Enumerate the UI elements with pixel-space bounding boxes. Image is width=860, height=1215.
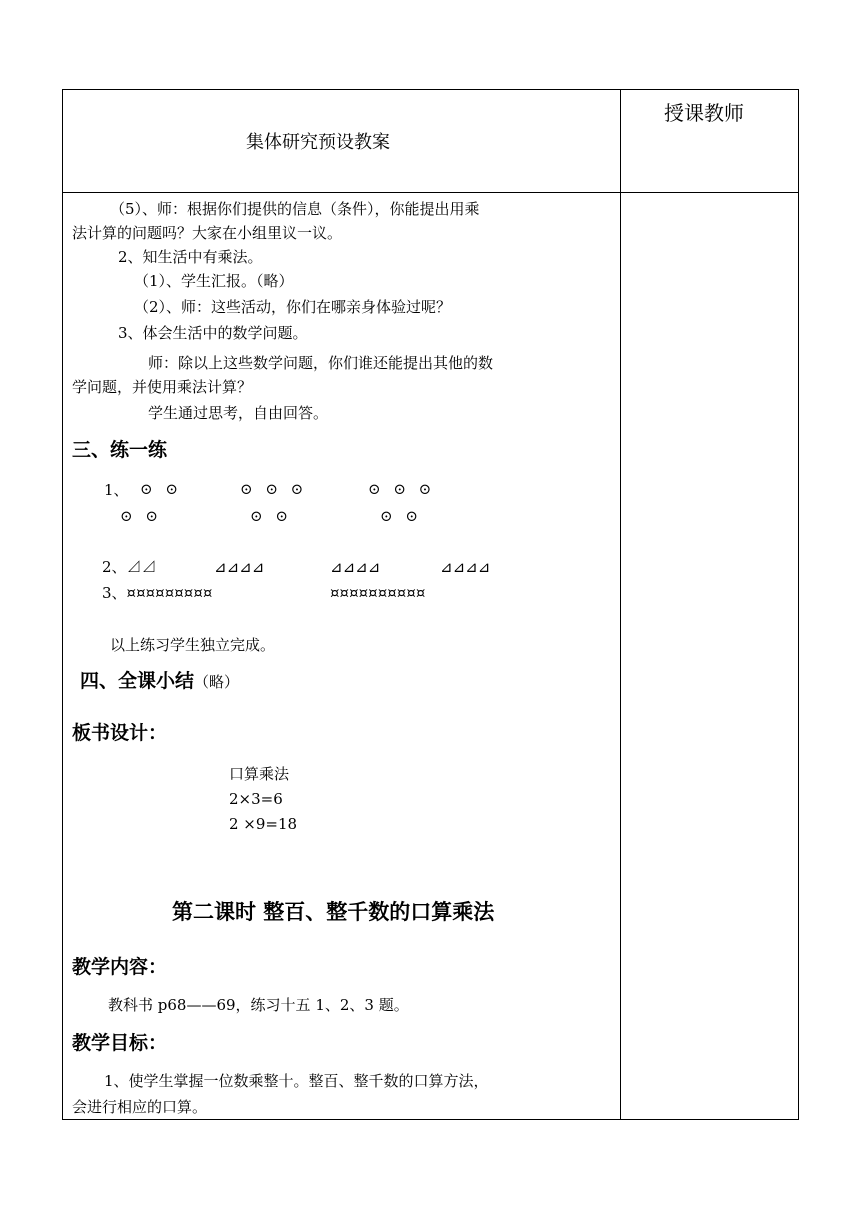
header-title: 集体研究预设教案 (246, 132, 390, 153)
teacher-label: 授课教师 (664, 101, 744, 125)
section-heading: 三、练一练 (72, 439, 168, 461)
paragraph-line: 法计算的问题吗？大家在小组里议一议。 (72, 224, 343, 242)
exercise-symbols: ⊙ ⊙ ⊙ (240, 480, 308, 498)
section-heading: 四、全课小结 (80, 670, 195, 692)
paragraph-line: 学生通过思考，自由回答。 (148, 404, 329, 422)
exercise-label: 1、 (104, 481, 129, 499)
paragraph-line: 1、使学生掌握一位数乘整十。整百、整千数的口算方法， (104, 1072, 489, 1090)
section-heading: 教学内容： (72, 956, 168, 978)
board-line: 2×3=6 (229, 790, 283, 808)
exercise-symbols: ⊿⊿⊿⊿ (214, 558, 265, 576)
column-divider (620, 90, 621, 1119)
section-note: （略） (194, 673, 240, 691)
exercise-symbols: ⊙ ⊙ (120, 507, 162, 525)
lesson-plan-table (62, 89, 799, 1120)
list-item: （2）、师：这些活动，你们在哪亲身体验过呢？ (134, 298, 452, 316)
section-heading: 教学目标： (72, 1032, 168, 1054)
paragraph-line: （5）、师：根据你们提供的信息（条件），你能提出用乘 (110, 200, 480, 218)
lesson-title: 第二课时 整百、整千数的口算乘法 (172, 900, 495, 924)
paragraph-line: 师：除以上这些数学问题，你们谁还能提出其他的数 (148, 354, 494, 372)
exercise-symbols: ⊙ ⊙ ⊙ (368, 480, 436, 498)
board-line: 2 ×9=18 (229, 815, 298, 833)
paragraph-line: 教科书 p68——69，练习十五 1、2、3 题。 (108, 996, 409, 1014)
header-divider (63, 192, 798, 193)
exercise-symbols: 3、¤¤¤¤¤¤¤¤¤ (102, 584, 213, 602)
section-heading: 板书设计： (72, 722, 168, 744)
exercise-symbols: ⊿⊿⊿⊿ (330, 558, 381, 576)
exercise-symbols: 2、⊿⊿ (102, 558, 157, 576)
list-item: 3、体会生活中的数学问题。 (118, 324, 308, 342)
exercise-symbols: ¤¤¤¤¤¤¤¤¤¤ (330, 584, 426, 602)
list-item: 2、知生活中有乘法。 (118, 248, 263, 266)
paragraph-line: 会进行相应的口算。 (72, 1098, 208, 1116)
exercise-symbols: ⊿⊿⊿⊿ (440, 558, 491, 576)
list-item: （1）、学生汇报。（略） (134, 272, 294, 290)
paragraph-line: 以上练习学生独立完成。 (110, 636, 276, 654)
exercise-symbols: ⊙ ⊙ (140, 480, 182, 498)
board-line: 口算乘法 (229, 765, 290, 783)
exercise-symbols: ⊙ ⊙ (250, 507, 292, 525)
paragraph-line: 学问题，并使用乘法计算？ (72, 378, 253, 396)
exercise-symbols: ⊙ ⊙ (380, 507, 422, 525)
